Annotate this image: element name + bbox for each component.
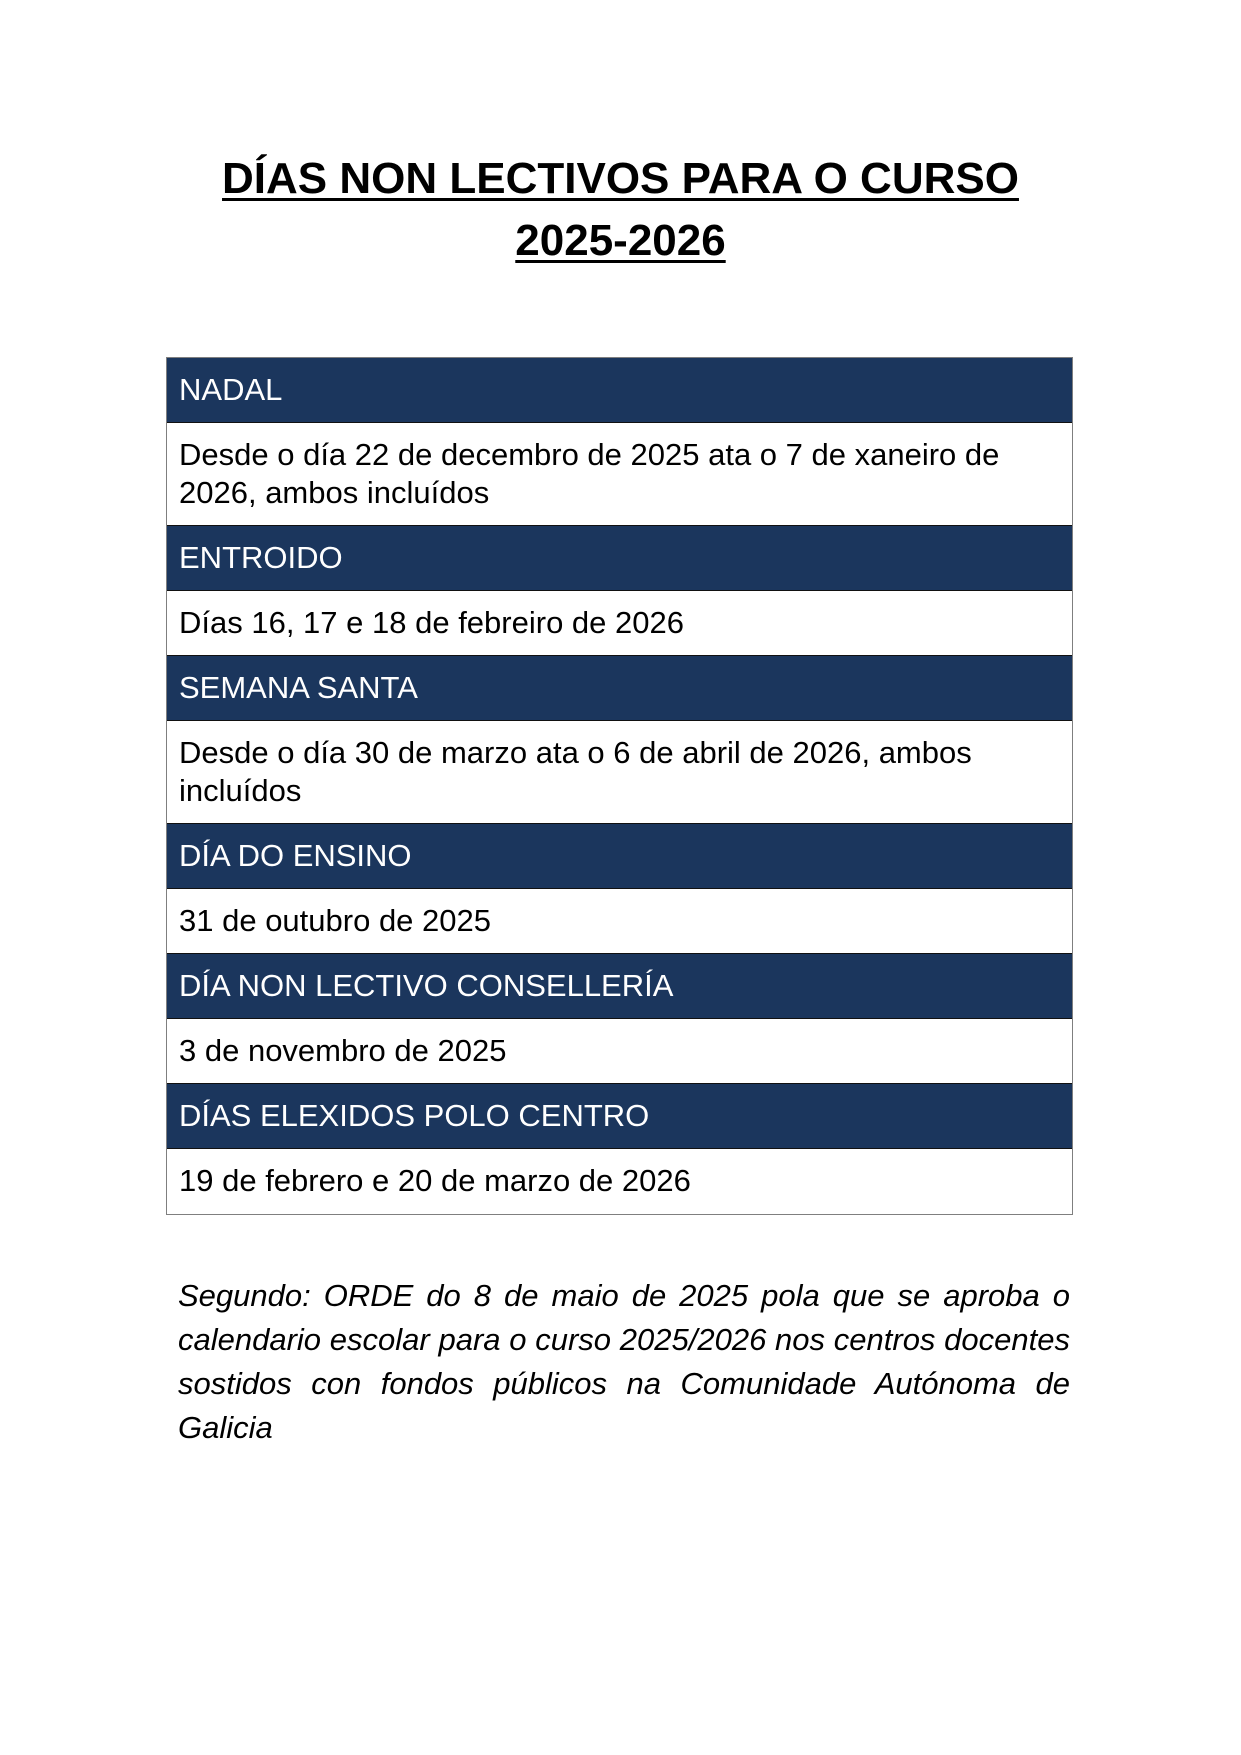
section-dates-entroido: Días 16, 17 e 18 de febreiro de 2026	[167, 591, 1072, 656]
section-heading-entroido: ENTROIDO	[167, 526, 1072, 591]
holidays-table	[166, 357, 1073, 1215]
section-heading-semana-santa: SEMANA SANTA	[167, 656, 1072, 721]
title-line-1: DÍAS NON LECTIVOS PARA O CURSO	[222, 154, 1019, 203]
section-heading-dia-do-ensino: DÍA DO ENSINO	[167, 824, 1072, 889]
section-heading-dia-non-lectivo-conselleria: DÍA NON LECTIVO CONSELLERÍA	[167, 954, 1072, 1019]
section-dates-nadal: Desde o día 22 de decembro de 2025 ata o 7 de xaneiro de 2026, ambos incluídos	[167, 423, 1072, 526]
section-dates-dias-elexidos-polo-centro: 19 de febrero e 20 de marzo de 2026	[167, 1149, 1072, 1214]
title-line-2: 2025-2026	[515, 216, 726, 265]
section-dates-dia-do-ensino: 31 de outubro de 2025	[167, 889, 1072, 954]
page-title	[0, 148, 1241, 272]
section-heading-dias-elexidos-polo-centro: DÍAS ELEXIDOS POLO CENTRO	[167, 1084, 1072, 1149]
legal-reference-note: Segundo: ORDE do 8 de maio de 2025 pola que se aproba o calendario escolar para o curso 2025/2026 nos centros docentes sostidos con fondos públicos na Comunidade Autónoma de Galicia	[178, 1278, 1070, 1445]
section-heading-nadal: NADAL	[167, 358, 1072, 423]
section-dates-semana-santa: Desde o día 30 de marzo ata o 6 de abril de 2026, ambos incluídos	[167, 721, 1072, 824]
section-dates-dia-non-lectivo-conselleria: 3 de novembro de 2025	[167, 1019, 1072, 1084]
